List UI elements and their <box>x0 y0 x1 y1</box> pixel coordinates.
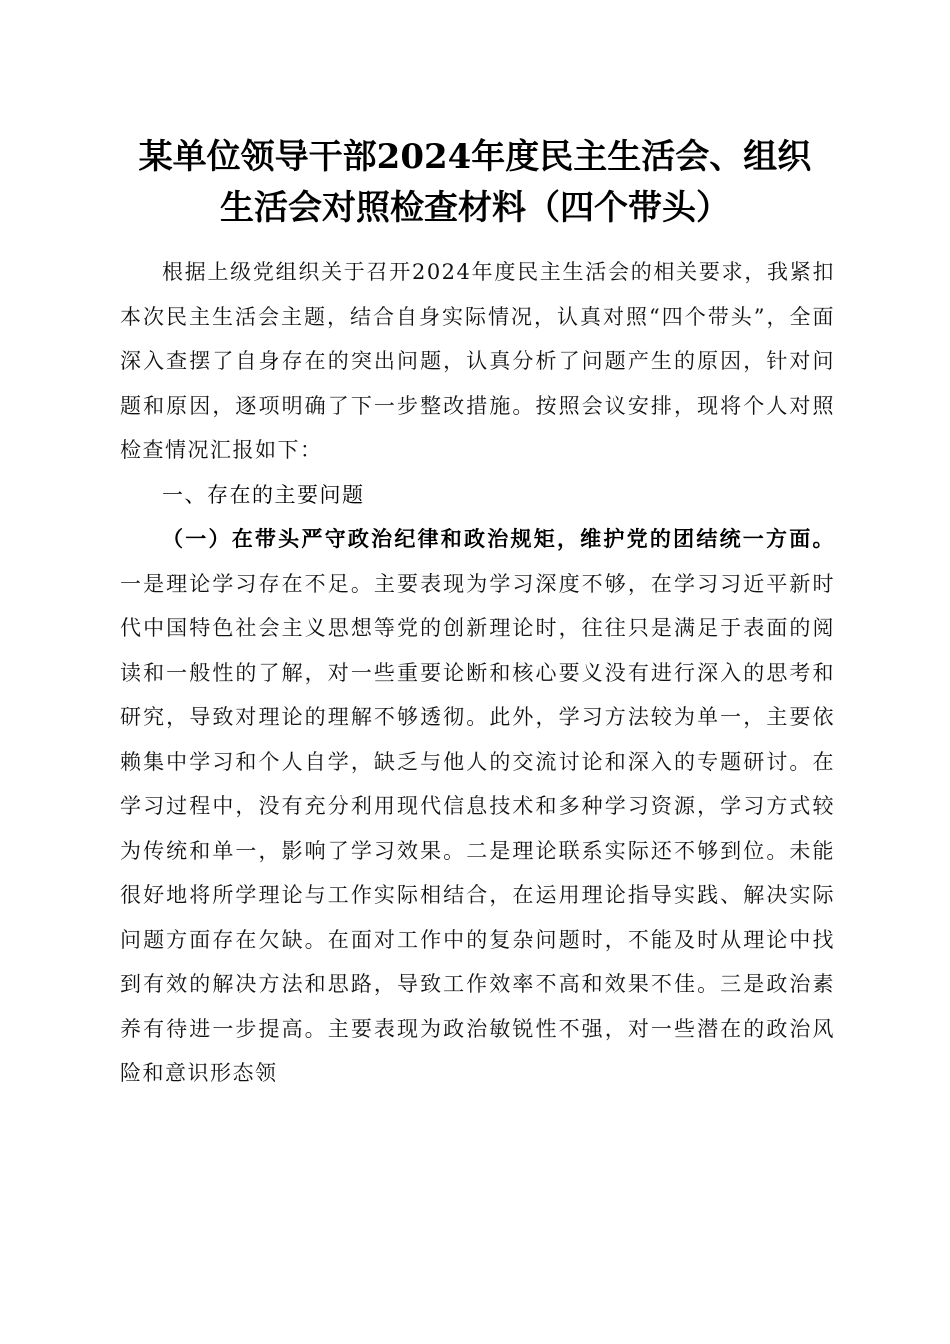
document-title <box>95 132 855 234</box>
subsection-heading: （一）在带头严守政治纪律和政治规矩，维护党的团结统一方面。 <box>162 526 835 551</box>
title-line-1: 某单位领导干部2024年度民主生活会、组织 <box>138 137 812 177</box>
title-line-2: 生活会对照检查材料（四个带头） <box>220 188 730 228</box>
subsection-paragraph <box>120 517 835 1096</box>
section-heading: 一、存在的主要问题 <box>162 482 365 507</box>
intro-paragraph: 根据上级党组织关于召开2024年度民主生活会的相关要求，我紧扣本次民主生活会主题，结合自身实际情况，认真对照“四个带头”，全面深入查摆了自身存在的突出问题，认真分析了问题产生的原因，针对问题和原因，逐项明确了下一步整改措施。按照会议安排，现将个人对照检查情况汇报如下： <box>120 260 835 462</box>
document-body <box>120 250 835 1096</box>
subsection-body: 一是理论学习存在不足。主要表现为学习深度不够，在学习习近平新时代中国特色社会主义思想等党的创新理论时，往往只是满足于表面的阅读和一般性的了解，对一些重要论断和核心要义没有进行深入的思考和研究，导致对理论的理解不够透彻。此外，学习方法较为单一，主要依赖集中学习和个人自学，缺乏与他人的交流讨论和深入的专题研讨。在学习过程中，没有充分利用现代信息技术和多种学习资源，学习方式较为传统和单一，影响了学习效果。二是理论联系实际还不够到位。未能很好地将所学理论与工作实际相结合，在运用理论指导实践、解决实际问题方面存在欠缺。在面对工作中的复杂问题时，不能及时从理论中找到有效的解决方法和思路，导致工作效率不高和效果不佳。三是政治素养有待进一步提高。主要表现为政治敏锐性不强，对一些潜在的政治风险和意识形态领 <box>120 571 835 1085</box>
